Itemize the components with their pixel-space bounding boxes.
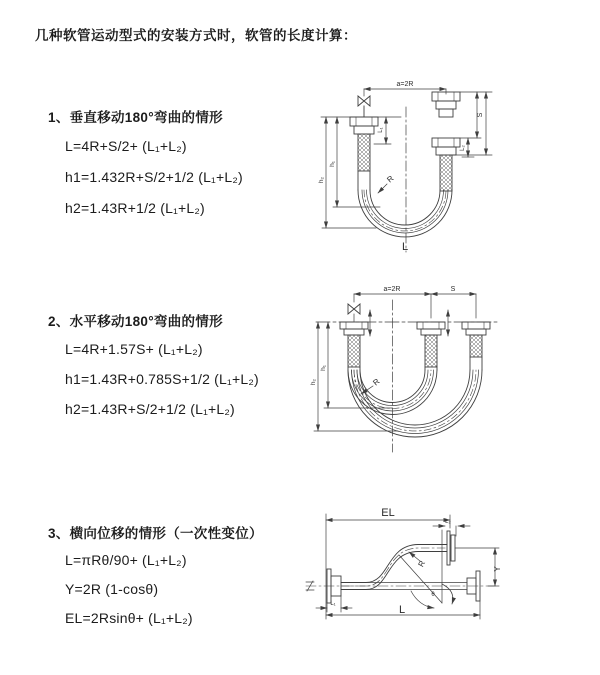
dim-r-label: R bbox=[416, 559, 428, 569]
section-1-formula-h2: h2=1.43R+1/2 (L₁+L₂) bbox=[65, 200, 205, 216]
angle-theta-label: θ bbox=[431, 592, 435, 598]
dim-h1-label: h₁ bbox=[329, 161, 336, 167]
dim-l1-label: L₁ bbox=[330, 601, 336, 607]
dim-a2r-label: a=2R bbox=[396, 81, 414, 88]
valve-icon bbox=[358, 96, 370, 106]
dim-el-label: EL bbox=[381, 507, 395, 519]
hose-double-u-drawing bbox=[314, 294, 498, 452]
dim-y-label: Y bbox=[493, 566, 502, 572]
hose-u-drawing bbox=[321, 89, 492, 252]
section-3-formula-y: Y=2R (1-cosθ) bbox=[65, 581, 159, 597]
dim-r-label: R bbox=[371, 376, 382, 388]
section-3-formula-l: L=πRθ/90+ (L₁+L₂) bbox=[65, 552, 187, 568]
dim-s-label: S bbox=[477, 112, 484, 118]
diagram-horizontal-180-bend bbox=[306, 280, 598, 462]
dim-l-label: L bbox=[398, 604, 406, 616]
valve-icon bbox=[348, 304, 360, 314]
section-1-formula-l: L=4R+S/2+ (L₁+L₂) bbox=[65, 138, 187, 154]
dim-l2-label: L₂ bbox=[445, 519, 451, 525]
page-title: 几种软管运动型式的安装方式时，软管的长度计算： bbox=[35, 28, 357, 43]
section-3-heading: 3、横向位移的情形（一次性变位） bbox=[48, 526, 263, 541]
diagram-vertical-180-bend bbox=[306, 60, 586, 265]
dim-h2-label: h₂ bbox=[318, 176, 325, 184]
dim-s-label: S bbox=[450, 286, 456, 293]
dim-l2-label: L₂ bbox=[460, 145, 466, 151]
diagram-lateral-displacement bbox=[298, 500, 598, 668]
dim-l1-label: L₁ bbox=[378, 127, 384, 133]
section-2-formula-h2: h2=1.43R+S/2+1/2 (L₁+L₂) bbox=[65, 401, 235, 417]
section-1-heading: 1、垂直移动180°弯曲的情形 bbox=[48, 110, 223, 125]
diagram-1-labels bbox=[318, 81, 484, 253]
dim-h2-label: h₂ bbox=[310, 378, 317, 386]
dim-r-label: R bbox=[385, 173, 396, 185]
section-2-formula-l: L=4R+1.57S+ (L₁+L₂) bbox=[65, 341, 203, 357]
dim-l-label: L bbox=[401, 241, 409, 253]
section-2-formula-h1: h1=1.43R+0.785S+1/2 (L₁+L₂) bbox=[65, 371, 259, 387]
section-3-formula-el: EL=2Rsinθ+ (L₁+L₂) bbox=[65, 610, 193, 626]
section-2-heading: 2、水平移动180°弯曲的情形 bbox=[48, 314, 223, 329]
section-1-formula-h1: h1=1.432R+S/2+1/2 (L₁+L₂) bbox=[65, 169, 243, 185]
dim-h1-label: h₁ bbox=[320, 365, 327, 371]
dim-a2r-label: a=2R bbox=[383, 286, 401, 293]
